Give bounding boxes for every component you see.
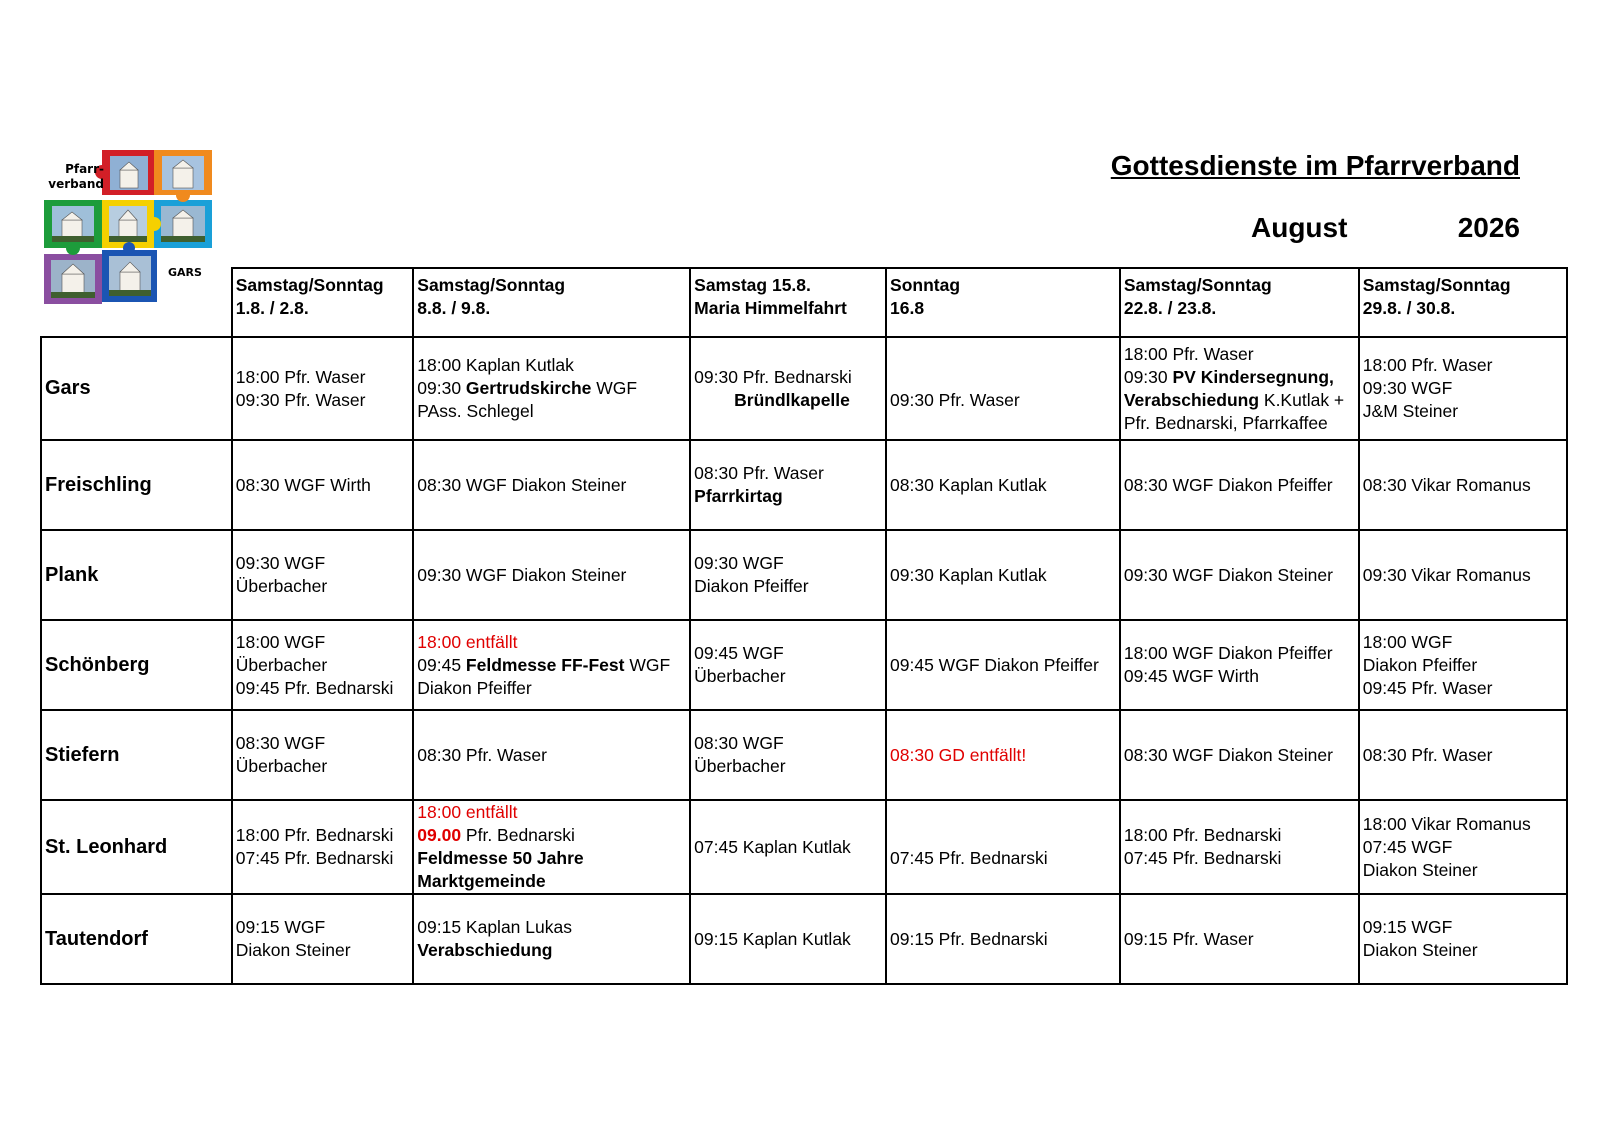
schedule-cell: 08:30 WGF Wirth: [232, 440, 414, 530]
schedule-cell: 09:30 WGF Diakon Pfeiffer: [690, 530, 886, 620]
schedule-cell: 08:30 WGF Überbacher: [232, 710, 414, 800]
parish-name: Schönberg: [41, 620, 232, 710]
column-header: Samstag/Sonntag 29.8. / 30.8.: [1359, 268, 1567, 337]
schedule-cell: 09:30 Pfr. Bednarski Bründlkapelle: [690, 337, 886, 440]
schedule-cell: 08:30 WGF Diakon Steiner: [413, 440, 690, 530]
table-row: [41, 894, 1567, 984]
column-header: Sonntag 16.8: [886, 268, 1120, 337]
schedule-cell: 18:00 Pfr. Waser 09:30 PV Kindersegnung, Verabschiedung K.Kutlak + Pfr. Bednarski, Pfarrkaffee: [1120, 337, 1359, 440]
table-row: [41, 440, 1567, 530]
schedule-cell: 18:00 Kaplan Kutlak 09:30 Gertrudskirche WGF PAss. Schlegel: [413, 337, 690, 440]
schedule-cell: 08:30 Pfr. Waser Pfarrkirtag: [690, 440, 886, 530]
schedule-cell: 09:15 WGF Diakon Steiner: [232, 894, 414, 984]
schedule-cell: 18:00 Pfr. Bednarski 07:45 Pfr. Bednarski: [232, 800, 414, 894]
schedule-cell: 07:45 Kaplan Kutlak: [690, 800, 886, 894]
schedule-cell: 09:45 WGF Diakon Pfeiffer: [886, 620, 1120, 710]
schedule-cell: 18:00 entfällt 09.00 Pfr. Bednarski Feldmesse 50 Jahre Marktgemeinde: [413, 800, 690, 894]
parish-name: St. Leonhard: [41, 800, 232, 894]
column-header: Samstag/Sonntag 8.8. / 9.8.: [413, 268, 690, 337]
parish-name: Gars: [41, 337, 232, 440]
table-row: [41, 337, 1567, 440]
schedule-cell: 08:30 Pfr. Waser: [413, 710, 690, 800]
table-row: [41, 710, 1567, 800]
schedule-cell: 09:15 Kaplan Lukas Verabschiedung: [413, 894, 690, 984]
schedule-cell: 18:00 Pfr. Bednarski 07:45 Pfr. Bednarski: [1120, 800, 1359, 894]
schedule-cell: 09:30 WGF Diakon Steiner: [413, 530, 690, 620]
schedule-cell: 09:30 Vikar Romanus: [1359, 530, 1567, 620]
schedule-cell: 09:30 WGF Überbacher: [232, 530, 414, 620]
table-row: [41, 530, 1567, 620]
schedule-cell: 07:45 Pfr. Bednarski: [886, 800, 1120, 894]
schedule-cell: 08:30 Kaplan Kutlak: [886, 440, 1120, 530]
cancelled-note: 08:30 GD entfällt!: [890, 744, 1027, 765]
schedule-cell: 09:15 Pfr. Waser: [1120, 894, 1359, 984]
column-header: Samstag/Sonntag 1.8. / 2.8.: [232, 268, 414, 337]
logo-label-gars: GARS: [168, 266, 202, 279]
schedule-cell: 09:15 Kaplan Kutlak: [690, 894, 886, 984]
schedule-cell: 09:45 WGF Überbacher: [690, 620, 886, 710]
cancelled-note: 18:00 entfällt: [417, 631, 518, 652]
schedule-cell: [886, 710, 1120, 800]
page-title: Gottesdienste im Pfarrverband: [1110, 150, 1520, 181]
schedule-cell: 08:30 Pfr. Waser: [1359, 710, 1567, 800]
schedule-cell: 18:00 WGF Überbacher 09:45 Pfr. Bednarski: [232, 620, 414, 710]
table-row: [41, 620, 1567, 710]
schedule-cell: 08:30 WGF Überbacher: [690, 710, 886, 800]
schedule-cell: 08:30 Vikar Romanus: [1359, 440, 1567, 530]
schedule-cell: 09:15 WGF Diakon Steiner: [1359, 894, 1567, 984]
schedule-cell: 08:30 WGF Diakon Steiner: [1120, 710, 1359, 800]
service-schedule-table: [40, 267, 1568, 985]
table-header-row: [41, 268, 1567, 337]
month-label: August: [1251, 212, 1348, 243]
year-label: 2026: [1457, 212, 1520, 243]
parish-name: Stiefern: [41, 710, 232, 800]
column-header: Samstag/Sonntag 22.8. / 23.8.: [1120, 268, 1359, 337]
schedule-cell: 09:30 Kaplan Kutlak: [886, 530, 1120, 620]
schedule-cell: 18:00 WGF Diakon Pfeiffer 09:45 Pfr. Waser: [1359, 620, 1567, 710]
table-row: [41, 800, 1567, 894]
schedule-cell: 09:15 Pfr. Bednarski: [886, 894, 1120, 984]
column-header: Samstag 15.8. Maria Himmelfahrt: [690, 268, 886, 337]
parish-name: Freischling: [41, 440, 232, 530]
parish-name: Plank: [41, 530, 232, 620]
schedule-cell: 09:30 Pfr. Waser: [886, 337, 1120, 440]
parish-name: Tautendorf: [41, 894, 232, 984]
schedule-cell: 18:00 Vikar Romanus 07:45 WGF Diakon Steiner: [1359, 800, 1567, 894]
schedule-cell: 18:00 entfällt 09:45 Feldmesse FF-Fest WGF Diakon Pfeiffer: [413, 620, 690, 710]
header-corner: [41, 268, 232, 337]
schedule-cell: 18:00 WGF Diakon Pfeiffer 09:45 WGF Wirth: [1120, 620, 1359, 710]
schedule-cell: 18:00 Pfr. Waser 09:30 WGF J&M Steiner: [1359, 337, 1567, 440]
logo-label-pfarrverband: Pfarr- verband: [48, 162, 104, 191]
schedule-cell: 09:30 WGF Diakon Steiner: [1120, 530, 1359, 620]
schedule-cell: 18:00 Pfr. Waser 09:30 Pfr. Waser: [232, 337, 414, 440]
cancelled-note: 18:00 entfällt: [417, 802, 518, 822]
schedule-cell: 08:30 WGF Diakon Pfeiffer: [1120, 440, 1359, 530]
